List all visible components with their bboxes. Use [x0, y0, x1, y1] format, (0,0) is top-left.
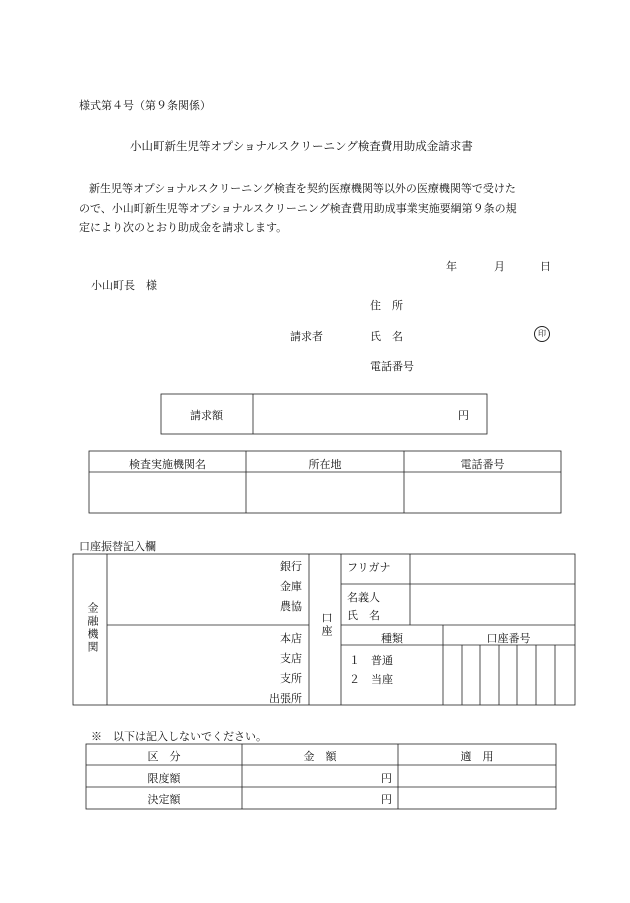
institution-name-header: 検査実施機関名: [129, 458, 206, 471]
form-number: 様式第４号（第９条関係）: [79, 99, 211, 112]
institution-address-field[interactable]: [248, 474, 402, 511]
office-row-limit-unit: 円: [381, 772, 392, 785]
holder-label-1: 名義人: [347, 591, 380, 604]
bank-type-bank: 銀行: [280, 560, 302, 573]
branch-type-main: 本店: [280, 632, 302, 645]
institution-name-field[interactable]: [91, 474, 244, 511]
branch-type-sub: 出張所: [269, 692, 302, 705]
office-row-decided-unit: 円: [381, 793, 392, 806]
bank-section-title: 口座振替記入欄: [79, 540, 156, 553]
institution-address-header: 所在地: [308, 458, 342, 471]
branch-type-office: 支所: [280, 672, 302, 685]
office-row-decided-label: 決定額: [147, 793, 181, 806]
bank-type-shinkin: 金庫: [280, 580, 302, 593]
account-number-header: 口座番号: [486, 632, 531, 645]
office-header-category: 区 分: [147, 750, 181, 763]
institution-phone-header: 電話番号: [460, 458, 505, 471]
holder-label-2: 氏 名: [347, 609, 380, 622]
office-row-limit-label: 限度額: [147, 772, 181, 785]
branch-type-branch: 支店: [280, 652, 302, 665]
name-label: 氏 名: [370, 330, 403, 343]
date-month: 月: [494, 260, 505, 273]
claim-amount-unit: 円: [458, 409, 469, 422]
address-label: 住 所: [370, 299, 403, 312]
account-type-ordinary: １ 普通: [349, 654, 393, 667]
office-use-note: ※ 以下は記入しないでください。: [91, 730, 267, 743]
claimant-label: 請求者: [290, 330, 323, 343]
page-title: 小山町新生児等オプショナルスクリーニング検査費用助成金請求書: [130, 139, 473, 153]
seal-mark: 印: [534, 326, 550, 342]
body-line-1: 新生児等オプショナルスクリーニング検査を契約医療機関等以外の医療機関等で受けた: [89, 182, 516, 195]
phone-label: 電話番号: [370, 360, 414, 373]
addressee: 小山町長 様: [91, 279, 157, 292]
body-line-3: 定により次のとおり助成金を請求します。: [79, 221, 288, 234]
furigana-label: フリガナ: [347, 561, 391, 574]
body-line-2: ので、小山町新生児等オプショナルスクリーニング検査費用助成事業実施要綱第９条の規: [79, 202, 517, 215]
office-header-remarks: 適 用: [460, 750, 494, 763]
account-type-checking: ２ 当座: [349, 673, 393, 686]
claim-amount-label: 請求額: [190, 409, 223, 422]
date-day: 日: [540, 260, 551, 273]
account-label: 口座: [320, 612, 333, 638]
date-year: 年: [446, 260, 457, 273]
bank-type-nokyo: 農協: [280, 600, 302, 613]
office-header-amount: 金 額: [303, 750, 337, 763]
account-type-header: 種類: [381, 632, 403, 645]
financial-institution-label: 金融機関: [86, 602, 99, 654]
institution-phone-field[interactable]: [406, 474, 559, 511]
